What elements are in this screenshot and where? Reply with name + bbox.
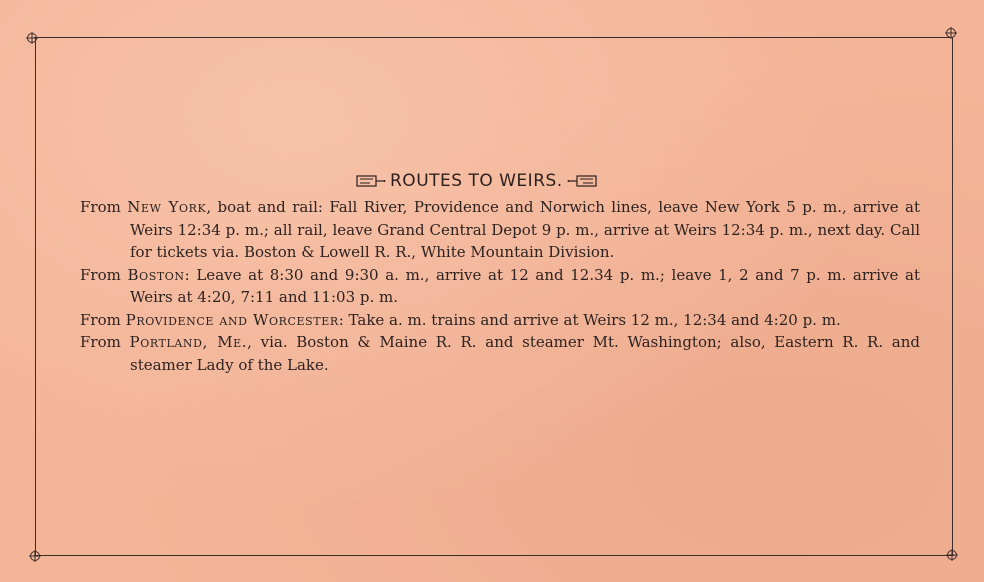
- route-lead: From: [80, 198, 121, 216]
- route-details: : Take a. m. trains and arrive at Weirs 12 m., 12:34 and 4:20 p. m.: [338, 310, 841, 329]
- frame-left-rule: [35, 37, 36, 556]
- title-text: ROUTES TO WEIRS.: [390, 171, 563, 191]
- crosshair-circle-icon: [29, 550, 41, 562]
- route-place: Boston: [127, 265, 185, 284]
- routes-list: [80, 196, 920, 376]
- route-providence-worcester: [80, 309, 920, 332]
- crosshair-circle-icon: [26, 32, 38, 44]
- frame-bottom-rule: [34, 555, 954, 556]
- route-details: , boat and rail: Fall River, Providence and Norwich lines, leave New York 5 p. m., arrive at Weirs 12:34 p. m.; all rail, leave Grand Central Depot 9 p. m., arrive at Weirs 12:34 p. m., next day. Call for tickets via. Boston & Lowell R. R., White Mountain Division.: [130, 198, 920, 261]
- route-lead: From: [80, 265, 121, 284]
- section-title: [356, 170, 597, 192]
- route-place: Portland, Me.: [129, 333, 248, 351]
- frame-top-rule: [34, 37, 950, 38]
- route-details: : Leave at 8:30 and 9:30 a. m., arrive at 12 and 12.34 p. m.; leave 1, 2 and 7 p. m. arrive at Weirs at 4:20, 7:11 and 11:03 p. m.: [130, 265, 920, 306]
- crosshair-circle-icon: [945, 27, 957, 39]
- route-place: New York: [127, 198, 207, 216]
- route-lead: From: [80, 310, 121, 329]
- route-portland: [80, 331, 920, 376]
- route-details: , via. Boston & Maine R. R. and steamer Mt. Washington; also, Eastern R. R. and steamer Lady of the Lake.: [130, 333, 920, 374]
- route-place: Providence and Worcester: [125, 310, 339, 329]
- pointing-hand-left-icon: [567, 174, 597, 188]
- route-lead: From: [80, 333, 121, 351]
- pointing-hand-right-icon: [356, 174, 386, 188]
- frame-right-rule: [952, 37, 953, 556]
- route-new-york: [80, 196, 920, 264]
- route-boston: [80, 264, 920, 309]
- crosshair-circle-icon: [946, 549, 958, 561]
